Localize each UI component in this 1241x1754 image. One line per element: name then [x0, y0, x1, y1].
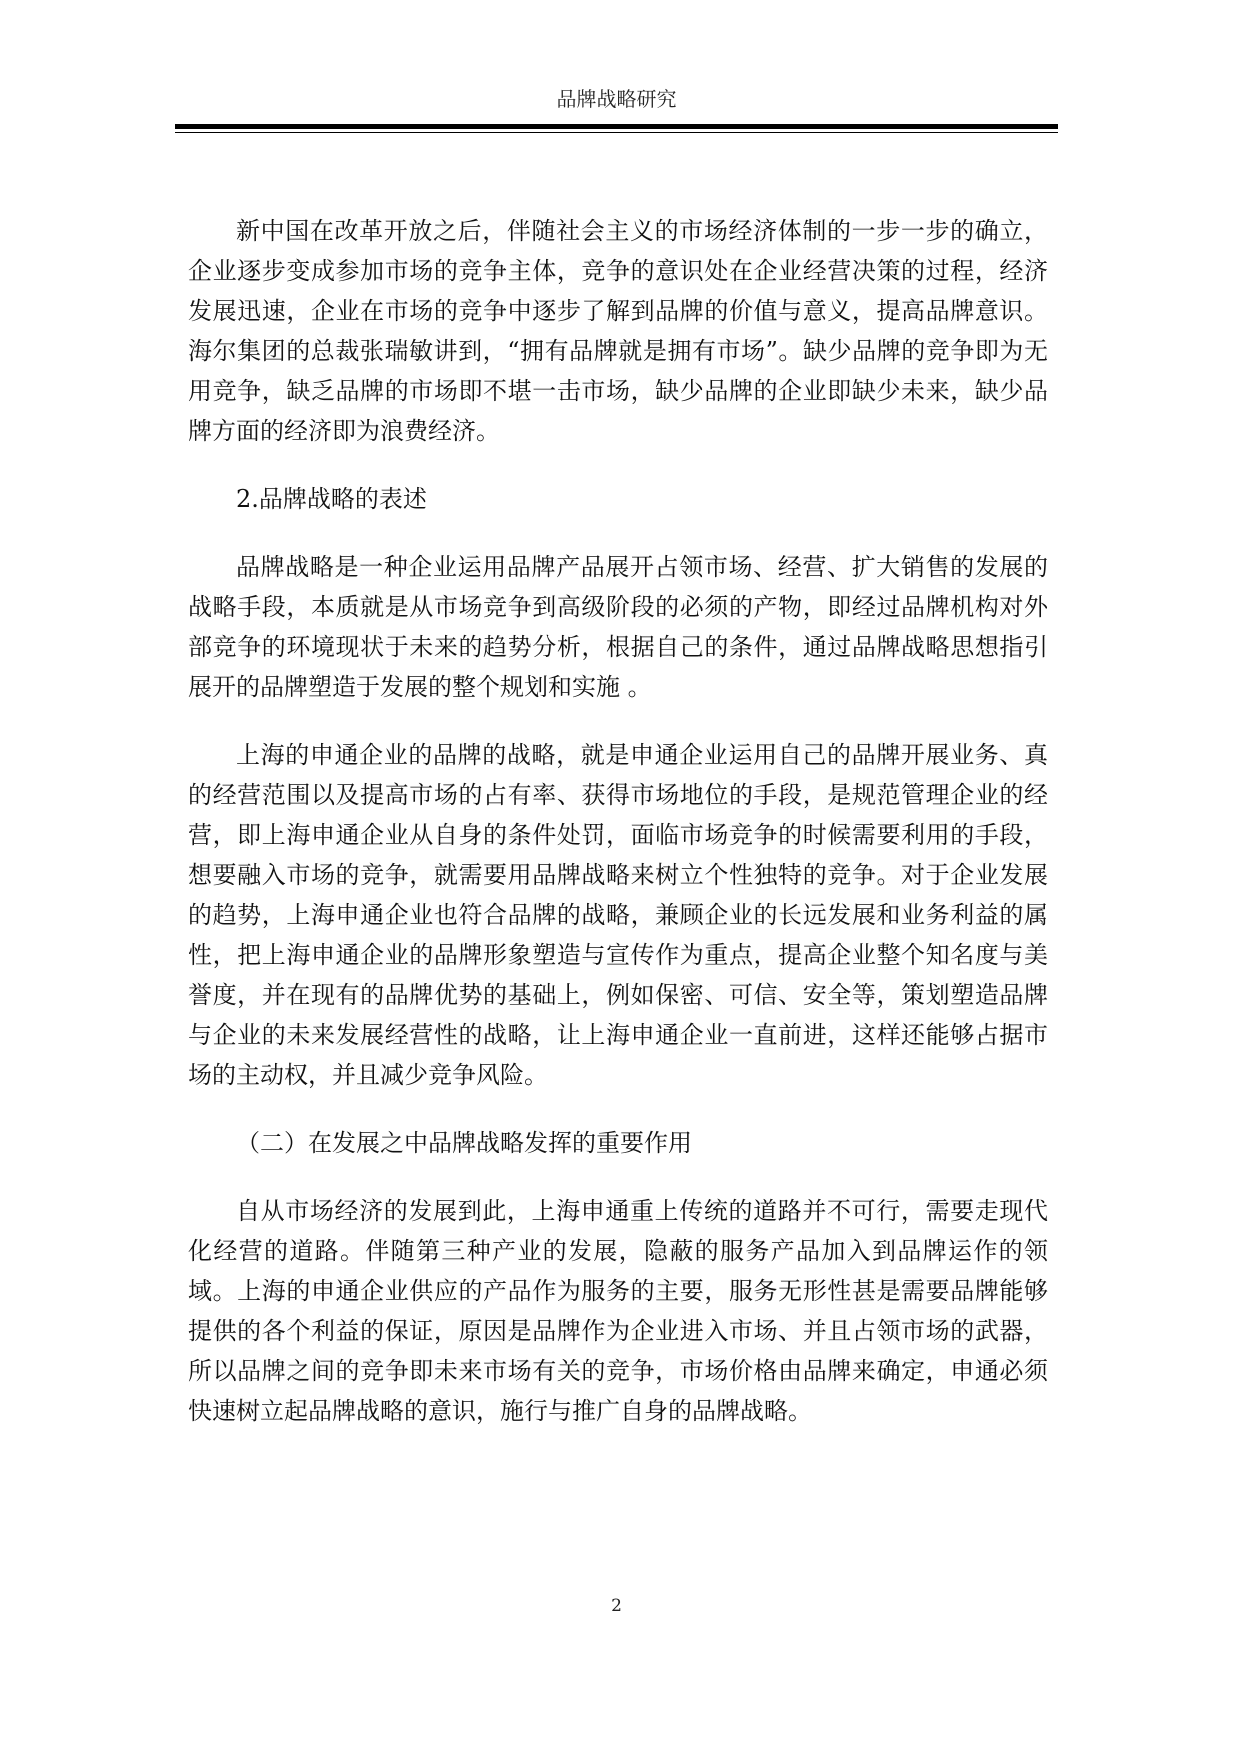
page-number: 2	[611, 1596, 622, 1616]
paragraph-modernization: 自从市场经济的发展到此，上海申通重上传统的道路并不可行，需要走现代化经营的道路。伴随第三种产业的发展，隐蔽的服务产品加入到品牌运作的领域。上海的申通企业供应的产品作为服务的主要，服务无形性甚是需要品牌能够提供的各个利益的保证，原因是品牌作为企业进入市场、并且占领市场的武器，所以品牌之间的竞争即未来市场有关的竞争，市场价格由品牌来确定，申通必须快速树立起品牌战略的意识，施行与推广自身的品牌战略。	[188, 1197, 1048, 1425]
running-header: 品牌战略研究	[556, 87, 677, 111]
paragraph-shentong-strategy: 上海的申通企业的品牌的战略，就是申通企业运用自己的品牌开展业务、真的经营范围以及提高市场的占有率、获得市场地位的手段，是规范管理企业的经营，即上海申通企业从自身的条件处罚，面临市场竞争的时候需要利用的手段，想要融入市场的竞争，就需要用品牌战略来树立个性独特的竞争。对于企业发展的趋势，上海申通企业也符合品牌的战略，兼顾企业的长远发展和业务利益的属性，把上海申通企业的品牌形象塑造与宣传作为重点，提高企业整个知名度与美誉度，并在现有的品牌优势的基础上，例如保密、可信、安全等，策划塑造品牌与企业的未来发展经营性的战略，让上海申通企业一直前进，这样还能够占据市场的主动权，并且减少竞争风险。	[188, 741, 1048, 1089]
header-rule-thin	[175, 132, 1058, 133]
header-rule-thick	[175, 124, 1058, 129]
paragraph-intro: 新中国在改革开放之后，伴随社会主义的市场经济体制的一步一步的确立，企业逐步变成参加市场的竞争主体，竞争的意识处在企业经营决策的过程，经济发展迅速，企业在市场的竞争中逐步了解到品牌的价值与意义，提高品牌意识。海尔集团的总裁张瑞敏讲到，“拥有品牌就是拥有市场”。缺少品牌的竞争即为无用竞争，缺乏品牌的市场即不堪一击市场，缺少品牌的企业即缺少未来，缺少品牌方面的经济即为浪费经济。	[188, 217, 1048, 445]
section-heading-brand-strategy-statement: 2.品牌战略的表述	[236, 485, 427, 513]
section-heading-important-role: （二）在发展之中品牌战略发挥的重要作用	[236, 1129, 692, 1157]
body-text	[188, 211, 1048, 1459]
paragraph-brand-strategy-definition: 品牌战略是一种企业运用品牌产品展开占领市场、经营、扩大销售的发展的战略手段，本质就是从市场竞争到高级阶段的必须的产物，即经过品牌机构对外部竞争的环境现状于未来的趋势分析，根据自己的条件，通过品牌战略思想指引展开的品牌塑造于发展的整个规划和实施 。	[188, 553, 1048, 701]
